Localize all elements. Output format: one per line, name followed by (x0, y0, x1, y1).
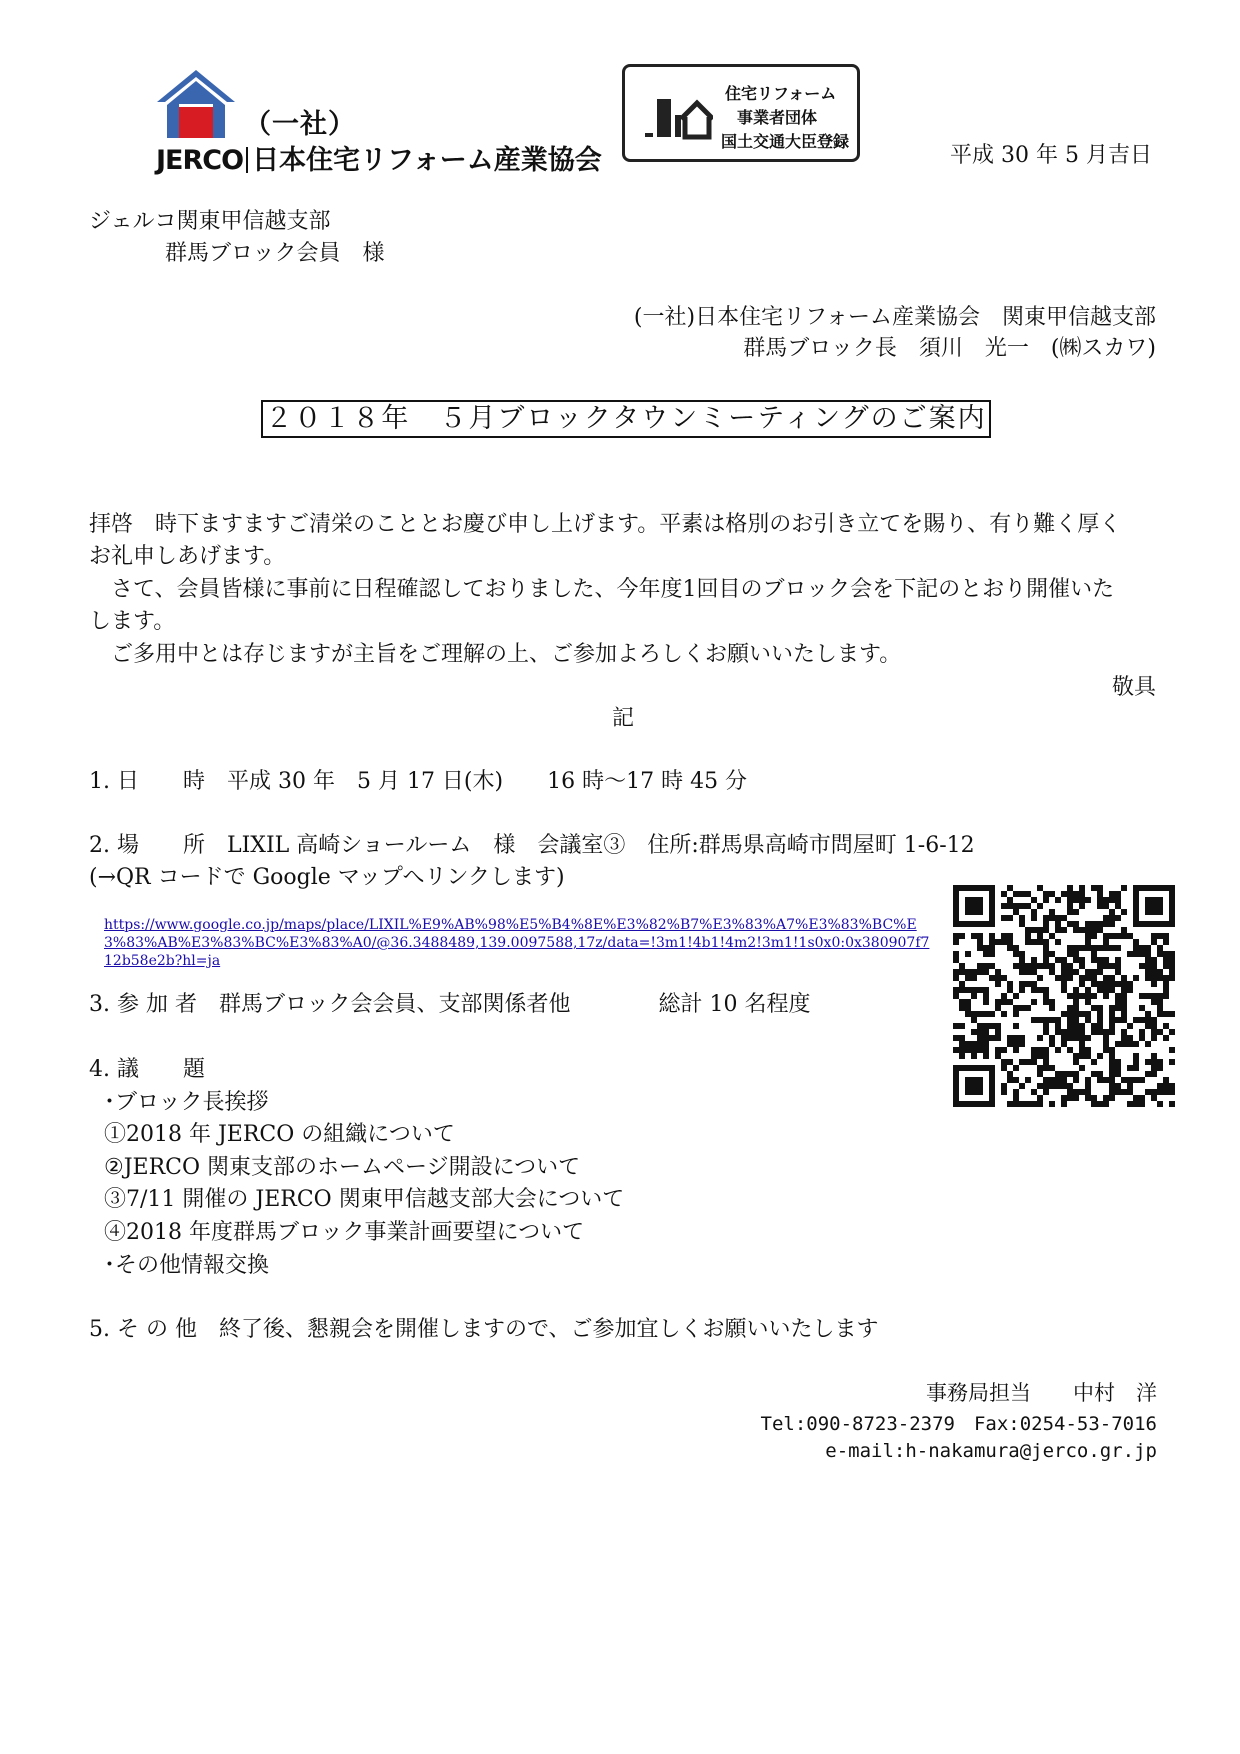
issue-date: 平成 30 年 5 月吉日 (950, 143, 1152, 168)
addressee-branch: ジェルコ関東甲信越支部 (89, 209, 331, 234)
ki-heading: 記 (612, 706, 635, 731)
body-line: さて、会員皆様に事前に日程確認しておりました、今年度1回目のブロック会を下記のとおり開催いた (89, 577, 1115, 602)
contact-phone: Tel:090-8723-2379 Fax:0254-53-7016 (760, 1413, 1157, 1435)
registration-badge (622, 64, 860, 162)
item-place: 2. 場 所 LIXIL 高崎ショールーム 様 会議室③ 住所:群馬県高崎市問屋町 1-6-12 (89, 833, 975, 858)
qr-code-icon (953, 885, 1175, 1107)
body-line: ご多用中とは存じますが主旨をご理解の上、ご参加よろしくお願いいたします。 (89, 642, 902, 667)
jerco-logo-icon (155, 68, 237, 140)
closing-keigu: 敬具 (1112, 675, 1157, 700)
contact-email: e-mail:h-nakamura@jerco.gr.jp (825, 1440, 1157, 1462)
map-link[interactable]: https://www.google.co.jp/maps/place/LIXIL%E9%AB%98%E5%B4%8E%E3%82%B7%E3%83%A7%E3%83%BC%E3%83%AB%E3%83%BC%E3%83%A0/@36.3488489,139.0097588,17z/data=!3m1!4b1!4m2!3m1!1s0x0:0x380907f712b58e2b?hl=ja (104, 917, 930, 969)
item-date-time: 1. 日 時 平成 30 年 5 月 17 日(木) 16 時～17 時 45 分 (89, 769, 748, 794)
logo-subtitle: （一社） (244, 109, 356, 140)
badge-line-2: 事業者団体 (737, 108, 818, 127)
item-qr-note: (→QR コードで Google マップへリンクします) (89, 865, 565, 890)
agenda-item: ･その他情報交換 (104, 1253, 270, 1278)
agenda-item: ･ブロック長挨拶 (104, 1090, 269, 1115)
badge-line-1: 住宅リフォーム (725, 84, 837, 103)
addressee-members: 群馬ブロック会員 様 (165, 241, 385, 266)
agenda-item: ④2018 年度群馬ブロック事業計画要望について (104, 1220, 585, 1245)
sender-name: 群馬ブロック長 須川 光一 (㈱スカワ) (743, 336, 1156, 361)
logo-brand: JERCO (156, 145, 244, 176)
document-title: ２０１８年 ５月ブロックタウンミーティングのご案内 (261, 400, 991, 438)
item-agenda-heading: 4. 議 題 (89, 1057, 205, 1082)
logo-org-name: 日本住宅リフォーム産業協会 (252, 145, 602, 176)
agenda-item: ②JERCO 関東支部のホームページ開設について (104, 1155, 581, 1180)
logo-separator (246, 147, 248, 173)
sender-organization: (一社)日本住宅リフォーム産業協会 関東甲信越支部 (633, 305, 1156, 330)
body-line: 拝啓 時下ますますご清栄のこととお慶び申し上げます。平素は格別のお引き立てを賜り、有り難く厚く (89, 512, 1122, 537)
agenda-item: ③7/11 開催の JERCO 関東甲信越支部大会について (104, 1187, 625, 1212)
item-other: 5. そ の 他 終了後、懇親会を開催しますので、ご参加宜しくお願いいたします (89, 1317, 879, 1342)
body-line: お礼申しあげます。 (89, 544, 286, 569)
building-house-icon (643, 85, 713, 149)
logo-text (156, 138, 602, 177)
contact-person: 事務局担当 中村 洋 (926, 1381, 1157, 1405)
badge-line-3: 国土交通大臣登録 (721, 132, 850, 151)
item-participants: 3. 参 加 者 群馬ブロック会会員、支部関係者他 総計 10 名程度 (89, 992, 811, 1017)
agenda-item: ①2018 年 JERCO の組織について (104, 1122, 455, 1147)
body-line: します。 (89, 609, 176, 634)
